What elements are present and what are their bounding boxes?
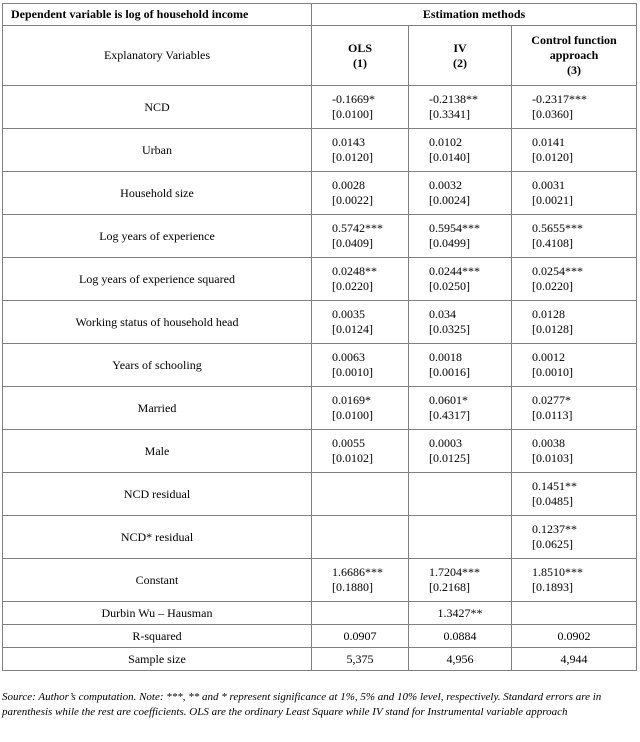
- table-row: [3, 344, 637, 387]
- standard-error: [0.0010]: [332, 365, 373, 379]
- table-row: [3, 172, 637, 215]
- coefficient: 0.1451**: [532, 479, 577, 493]
- cell: [312, 344, 409, 387]
- table-row: [3, 559, 637, 602]
- coefficient: 0.0102: [429, 135, 462, 149]
- row-label: Constant: [3, 559, 312, 602]
- coefficient: 0.0169*: [332, 393, 371, 407]
- coefficient: 0.0277*: [532, 393, 571, 407]
- coefficient: 0.0038: [532, 436, 565, 450]
- cell: 1.3427**: [409, 602, 512, 625]
- standard-error: [0.0250]: [429, 279, 470, 293]
- cell: [409, 387, 512, 430]
- cell: [409, 129, 512, 172]
- cell: [312, 473, 409, 516]
- cell: [512, 172, 637, 215]
- row-label: Log years of experience: [3, 215, 312, 258]
- coefficient: 0.1237**: [532, 522, 577, 536]
- coefficient: 0.5742***: [332, 221, 383, 235]
- standard-error: [0.0220]: [532, 279, 573, 293]
- standard-error: [0.0499]: [429, 236, 470, 250]
- column-header-row: [3, 26, 637, 86]
- row-label: Log years of experience squared: [3, 258, 312, 301]
- standard-error: [0.0010]: [532, 365, 573, 379]
- table-row: [3, 516, 637, 559]
- standard-error: [0.4317]: [429, 408, 470, 422]
- cell: [409, 172, 512, 215]
- coefficient: 1.7204***: [429, 565, 480, 579]
- coefficient: 0.0018: [429, 350, 462, 364]
- row-label: Years of schooling: [3, 344, 312, 387]
- cell: [512, 602, 637, 625]
- row-label: R-squared: [3, 625, 312, 648]
- standard-error: [0.0102]: [332, 451, 373, 465]
- standard-error: [0.0625]: [532, 537, 573, 551]
- standard-error: [0.0125]: [429, 451, 470, 465]
- coefficient: 0.0254***: [532, 264, 583, 278]
- row-label: Working status of household head: [3, 301, 312, 344]
- standard-error: [0.4108]: [532, 236, 573, 250]
- row-label: NCD residual: [3, 473, 312, 516]
- row-label: Urban: [3, 129, 312, 172]
- cell: [409, 301, 512, 344]
- cell: [512, 258, 637, 301]
- table-row: [3, 301, 637, 344]
- coefficient: 0.0601*: [429, 393, 468, 407]
- header-row: [3, 4, 637, 26]
- coefficient: 0.0012: [532, 350, 565, 364]
- cell: [512, 516, 637, 559]
- cell: [409, 473, 512, 516]
- standard-error: [0.1893]: [532, 580, 573, 594]
- dependent-variable-header: Dependent variable is log of household income: [3, 4, 312, 26]
- coefficient: 0.034: [429, 307, 456, 321]
- standard-error: [0.0113]: [532, 408, 573, 422]
- cell: 4,956: [409, 648, 512, 671]
- coefficient: -0.2138**: [429, 92, 478, 106]
- table-row: [3, 258, 637, 301]
- row-label: Household size: [3, 172, 312, 215]
- coefficient: 0.5954***: [429, 221, 480, 235]
- standard-error: [0.0100]: [332, 408, 373, 422]
- row-label: Male: [3, 430, 312, 473]
- cell: 0.0902: [512, 625, 637, 648]
- col-header-ols: [312, 26, 409, 86]
- cell: 5,375: [312, 648, 409, 671]
- table-row: [3, 86, 637, 129]
- cell: [512, 86, 637, 129]
- col-header-control-function-num: (3): [567, 63, 582, 77]
- standard-error: [0.0128]: [532, 322, 573, 336]
- coefficient: 0.0028: [332, 178, 365, 192]
- cell: [409, 344, 512, 387]
- cell: [312, 129, 409, 172]
- coefficient: 1.8510***: [532, 565, 583, 579]
- col-header-iv: [409, 26, 512, 86]
- coefficient: 0.0141: [532, 135, 565, 149]
- col-header-iv-name: IV: [453, 40, 467, 55]
- cell: [409, 430, 512, 473]
- standard-error: [0.1880]: [332, 580, 373, 594]
- coefficient: 0.0055: [332, 436, 365, 450]
- coefficient: 0.0128: [532, 307, 565, 321]
- coefficient: -0.2317***: [532, 92, 587, 106]
- table-row: [3, 473, 637, 516]
- standard-error: [0.0022]: [332, 193, 373, 207]
- cell: [312, 172, 409, 215]
- cell: [409, 516, 512, 559]
- explanatory-variables-header: Explanatory Variables: [3, 26, 312, 86]
- coefficient: 1.6686***: [332, 565, 383, 579]
- coefficient: 0.5655***: [532, 221, 583, 235]
- cell: [312, 258, 409, 301]
- cell: [512, 129, 637, 172]
- standard-error: [0.0124]: [332, 322, 373, 336]
- estimation-methods-header: Estimation methods: [312, 4, 637, 26]
- regression-table: [2, 3, 637, 671]
- cell: [512, 387, 637, 430]
- cell: [512, 215, 637, 258]
- cell: [312, 602, 409, 625]
- standard-error: [0.2168]: [429, 580, 470, 594]
- col-header-control-function: [512, 26, 637, 86]
- coefficient: 0.0244***: [429, 264, 480, 278]
- cell: 4,944: [512, 648, 637, 671]
- table-row: [3, 387, 637, 430]
- cell: 0.0884: [409, 625, 512, 648]
- cell: [409, 86, 512, 129]
- coefficient: -0.1669*: [332, 92, 375, 106]
- standard-error: [0.0220]: [332, 279, 373, 293]
- standard-error: [0.0120]: [532, 150, 573, 164]
- cell: [512, 559, 637, 602]
- table-row: [3, 625, 637, 648]
- cell: [312, 516, 409, 559]
- row-label: NCD: [3, 86, 312, 129]
- col-header-iv-num: (2): [453, 55, 467, 70]
- col-header-ols-num: (1): [353, 55, 367, 70]
- cell: [312, 86, 409, 129]
- standard-error: [0.0360]: [532, 107, 573, 121]
- standard-error: [0.0100]: [332, 107, 373, 121]
- row-label: Married: [3, 387, 312, 430]
- table-row: [3, 129, 637, 172]
- cell: [512, 430, 637, 473]
- table-row: [3, 648, 637, 671]
- standard-error: [0.0140]: [429, 150, 470, 164]
- standard-error: [0.0016]: [429, 365, 470, 379]
- standard-error: [0.0103]: [532, 451, 573, 465]
- coefficient: 0.0248**: [332, 264, 377, 278]
- table-row: [3, 430, 637, 473]
- cell: [312, 301, 409, 344]
- standard-error: [0.0325]: [429, 322, 470, 336]
- coefficient: 0.0143: [332, 135, 365, 149]
- col-header-ols-name: OLS: [347, 40, 372, 55]
- cell: [512, 344, 637, 387]
- cell: [312, 430, 409, 473]
- standard-error: [0.0120]: [332, 150, 373, 164]
- table-note: Source: Author’s computation. Note: ***, ** and * represent significance at 1%, 5% and 10% level, respectively. Standard errors are in parenthesis while the rest are coefficients. OLS are the ordinary Least Square while IV stand for Instrumental variable approach: [2, 691, 602, 718]
- standard-error: [0.0024]: [429, 193, 470, 207]
- cell: [409, 559, 512, 602]
- cell: [409, 258, 512, 301]
- row-label: Durbin Wu – Hausman: [3, 602, 312, 625]
- cell: [312, 559, 409, 602]
- cell: 0.0907: [312, 625, 409, 648]
- cell: [409, 215, 512, 258]
- row-label: Sample size: [3, 648, 312, 671]
- table-row: [3, 602, 637, 625]
- table-row: [3, 215, 637, 258]
- standard-error: [0.0485]: [532, 494, 573, 508]
- cell: [512, 473, 637, 516]
- coefficient: 0.0003: [429, 436, 462, 450]
- coefficient: 0.0032: [429, 178, 462, 192]
- standard-error: [0.0021]: [532, 193, 573, 207]
- coefficient: 0.0063: [332, 350, 365, 364]
- coefficient: 0.0031: [532, 178, 565, 192]
- row-label: NCD* residual: [3, 516, 312, 559]
- standard-error: [0.3341]: [429, 107, 470, 121]
- cell: [312, 387, 409, 430]
- cell: [512, 301, 637, 344]
- cell: [312, 215, 409, 258]
- col-header-control-function-name: Control function approach: [531, 33, 617, 62]
- standard-error: [0.0409]: [332, 236, 373, 250]
- coefficient: 0.0035: [332, 307, 365, 321]
